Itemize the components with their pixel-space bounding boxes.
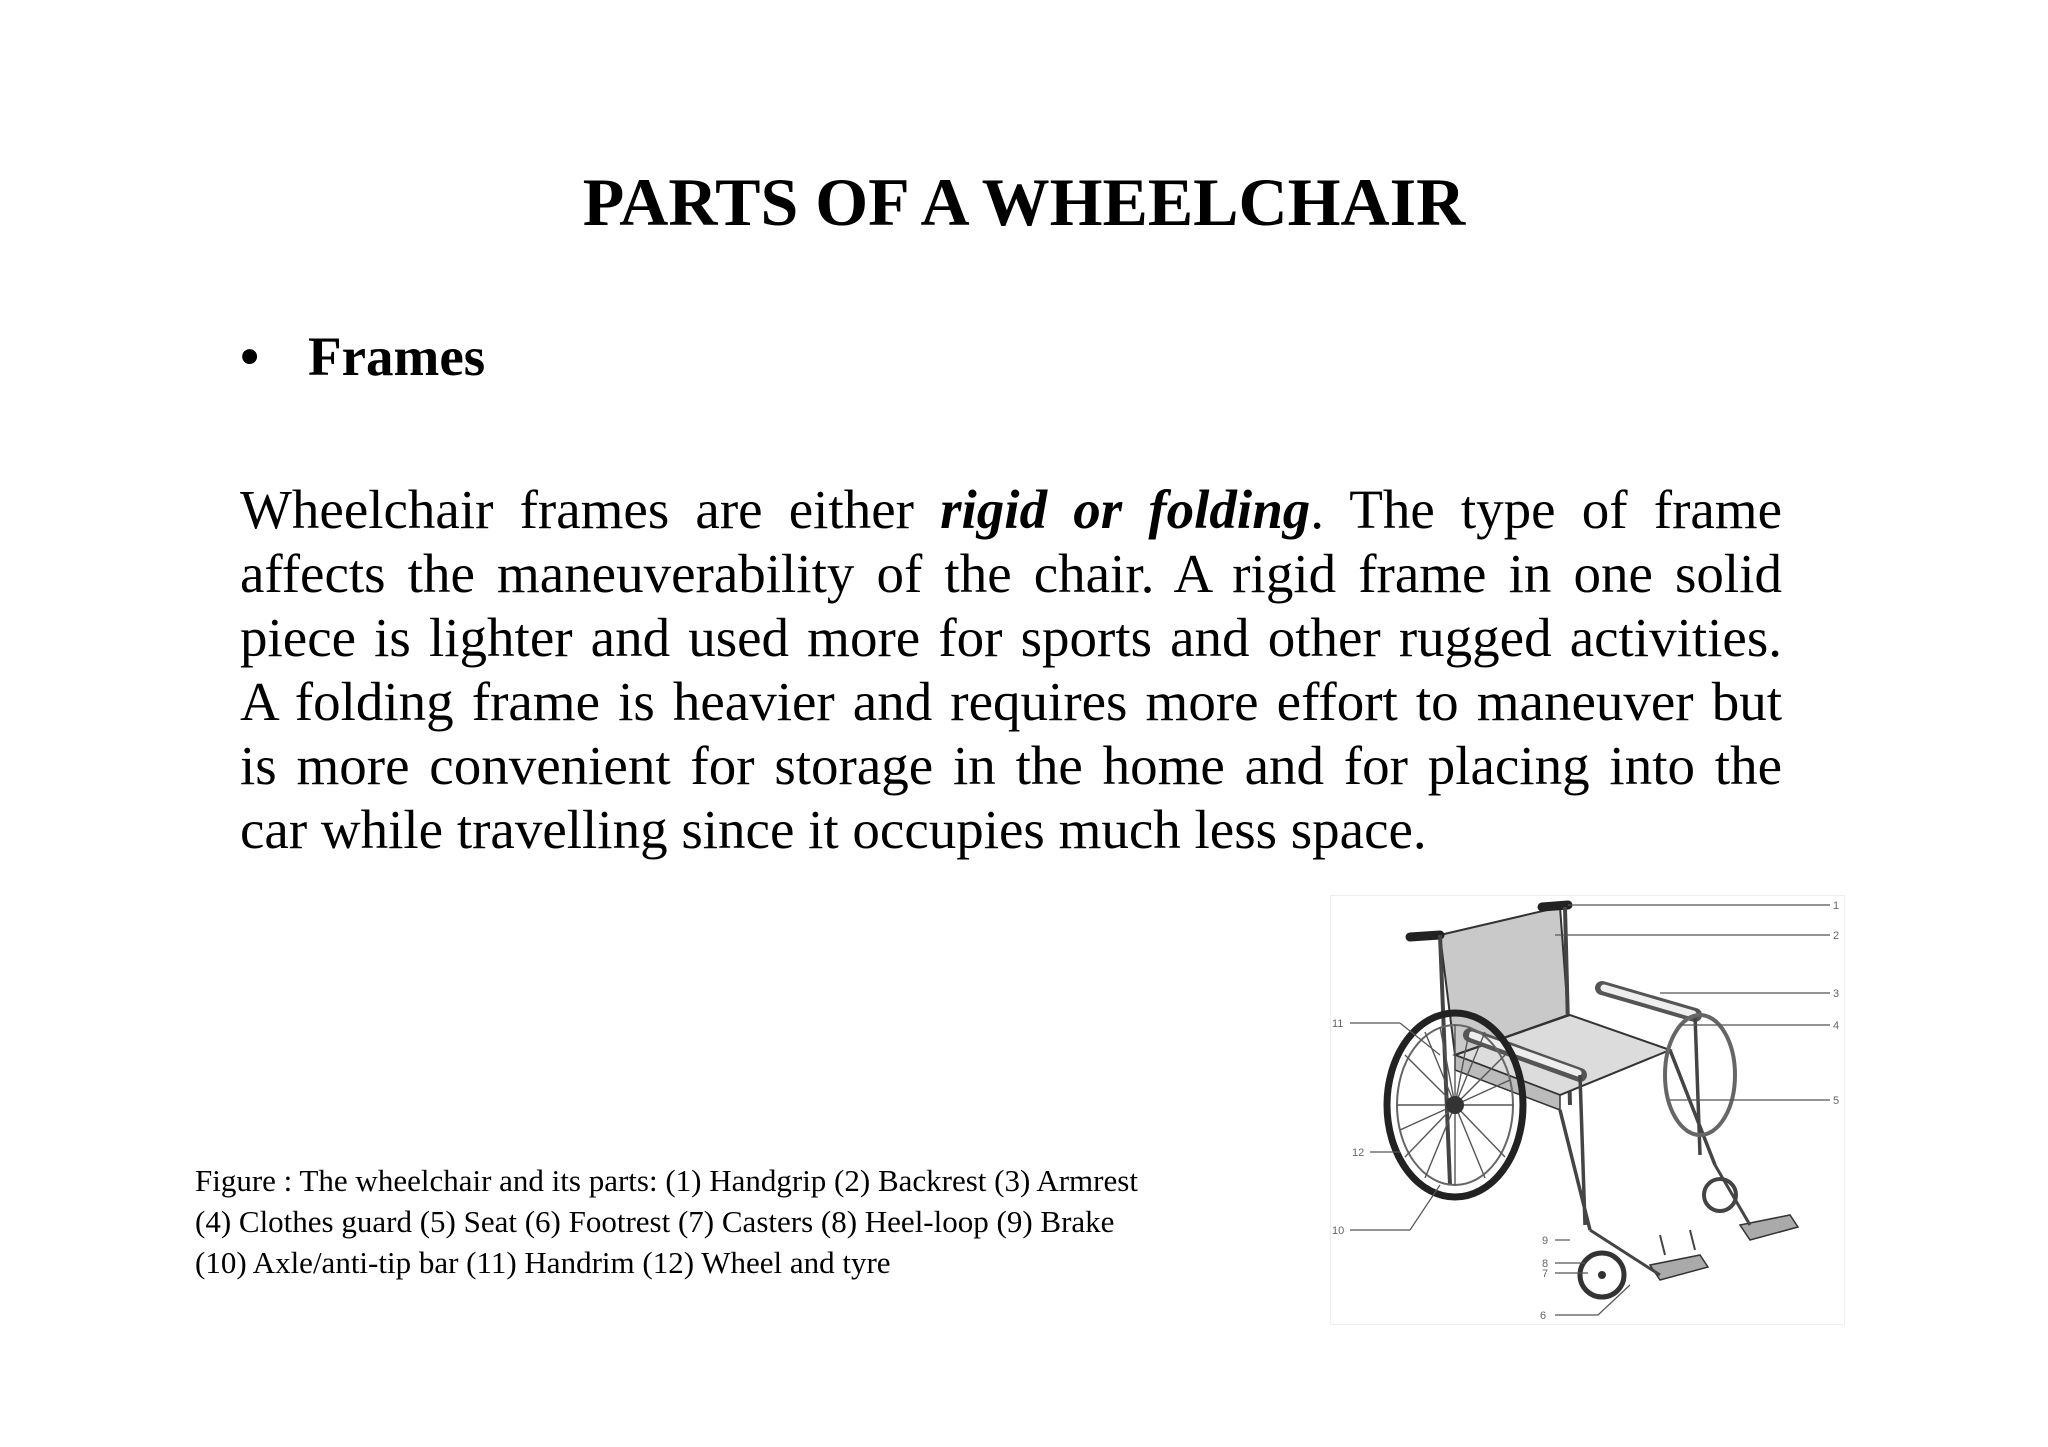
caption-line-2: (4) Clothes guard (5) Seat (6) Footrest (7) Casters (8) Heel-loop (9) Brake [195,1204,1115,1239]
figure-label-9: 9 [1542,1235,1549,1247]
left-footrest-shape [1650,1255,1708,1280]
figure-label-5: 5 [1833,1095,1840,1107]
bullet-symbol: • [240,326,260,387]
figure-label-6: 6 [1540,1310,1547,1322]
body-text-start: Wheelchair frames are either [240,479,941,540]
slide-title: PARTS OF A WHEELCHAIR [582,164,1466,240]
bullet-item-frames [240,322,485,392]
body-emphasis: rigid or folding [940,479,1311,540]
body-text-end: . The type of frame affects the maneuverability of the chair. A rigid frame in one solid piece is lighter and used more for sports and other rugged activities. A folding frame is heavier and requires more effort to maneuver but is more convenient for storage in the home and for placing into the car while travelling since it occupies much less space. [240,479,1782,860]
figure-label-2: 2 [1833,930,1840,942]
figure-label-8: 8 [1542,1258,1549,1270]
wheelchair-figure [1330,895,1845,1325]
figure-label-1: 1 [1833,900,1840,912]
figure-label-7: 7 [1542,1268,1549,1280]
caption-line-1: Figure : The wheelchair and its parts: (1) Handgrip (2) Backrest (3) Armrest [195,1163,1138,1198]
left-handgrip-shape [1410,935,1440,937]
wheelchair-illustration [1330,895,1845,1325]
figure-label-3: 3 [1833,988,1840,1000]
figure-label-4: 4 [1833,1020,1840,1032]
caption-line-3: (10) Axle/anti-tip bar (11) Handrim (12) Wheel and tyre [195,1245,891,1280]
body-paragraph [240,478,1782,862]
figure-caption [195,1160,1255,1283]
figure-label-12: 12 [1352,1147,1365,1159]
right-footrest-shape [1740,1215,1798,1240]
right-handgrip-shape [1542,905,1568,907]
figure-label-11: 11 [1332,1018,1344,1030]
bullet-heading: Frames [308,326,486,387]
rear-wheel-shape [1387,1013,1523,1197]
figure-label-10: 10 [1332,1225,1345,1237]
